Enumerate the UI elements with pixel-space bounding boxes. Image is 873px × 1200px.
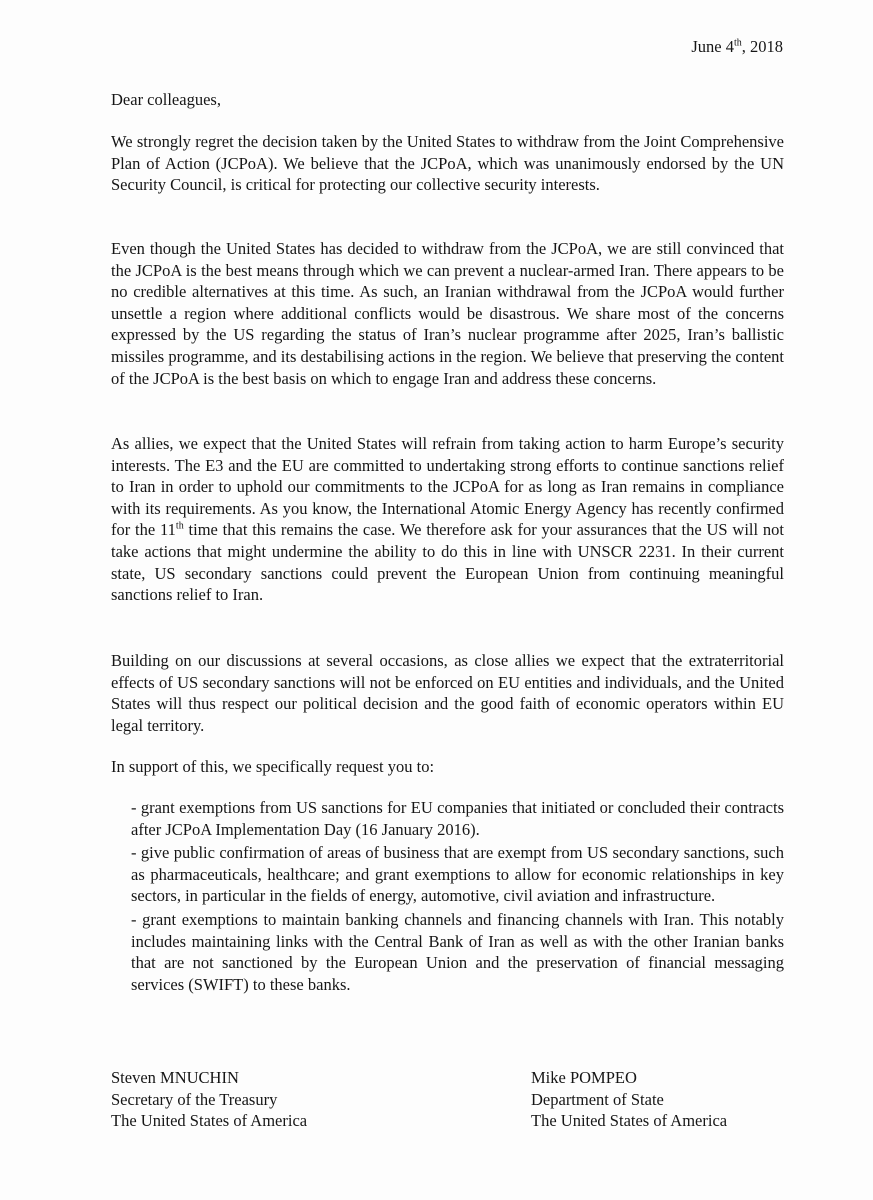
date-year: , 2018 bbox=[741, 37, 783, 56]
signatory-name: Mike POMPEO bbox=[531, 1068, 637, 1087]
paragraph-3-part-a: As allies, we expect that the United States will refrain from taking action to harm Europe’s security interests. The E3 and the EU are committed to undertaking strong efforts to continue sanctions relief to Iran in order to uphold our commitments to the JCPoA for as long as Iran remains in compliance with its requirements. As you know, the International Atomic Energy Agency has recently confirmed for the 11 bbox=[111, 434, 784, 540]
paragraph-3 bbox=[111, 433, 784, 606]
signatory-name: Steven MNUCHIN bbox=[111, 1068, 239, 1087]
request-item: - give public confirmation of areas of business that are exempt from US secondary sanctions, such as pharmaceuticals, healthcare; and grant exemptions to allow for economic relationships in key sectors, in particular in the fields of energy, automotive, civil aviation and infrastructure. bbox=[131, 843, 784, 906]
signatory-country: The United States of America bbox=[531, 1111, 728, 1131]
signature-block-pompeo bbox=[531, 1067, 727, 1132]
request-item: - grant exemptions from US sanctions for EU companies that initiated or concluded their contracts after JCPoA Implementation Day (16 January 2016). bbox=[131, 798, 784, 839]
salutation: Dear colleagues, bbox=[111, 90, 221, 109]
signatory-title: Secretary of the Treasury bbox=[111, 1089, 278, 1109]
letter-date bbox=[691, 36, 783, 58]
request-list bbox=[131, 797, 784, 997]
paragraph-4: Building on our discussions at several occasions, as close allies we expect that the extraterritorial effects of US secondary sanctions will not be enforced on EU entities and individuals, and the United States will thus respect our political decision and the good faith of economic operators within EU legal territory. bbox=[111, 651, 784, 735]
signature-block-mnuchin bbox=[111, 1067, 307, 1132]
paragraph-5: In support of this, we specifically request you to: bbox=[111, 757, 435, 776]
date-suffix: th bbox=[733, 37, 742, 49]
paragraph-3-ordinal-suffix: th bbox=[175, 520, 184, 532]
paragraph-3-part-b: time that this remains the case. We therefore ask for your assurances that the US will not take actions that might undermine the ability to do this in line with UNSCR 2231. In their current state, US secondary sanctions could prevent the European Union from continuing meaningful sanctions relief to Iran. bbox=[111, 520, 784, 605]
signatory-title: Department of State bbox=[531, 1089, 664, 1109]
signatory-country: The United States of America bbox=[111, 1111, 308, 1131]
request-item: - grant exemptions to maintain banking channels and financing channels with Iran. This notably includes maintaining links with the Central Bank of Iran as well as with the other Iranian banks that are not sanctioned by the European Union and the preservation of financial messaging services (SWIFT) to these banks. bbox=[131, 909, 784, 994]
date-day: June 4 bbox=[691, 37, 734, 56]
paragraph-2: Even though the United States has decided to withdraw from the JCPoA, we are still convinced that the JCPoA is the best means through which we can prevent a nuclear-armed Iran. There appears to be no credible alternatives at this time. As such, an Iranian withdrawal from the JCPoA would further unsettle a region where additional conflicts would be disastrous. We share most of the concerns expressed by the US regarding the status of Iran’s nuclear programme after 2025, Iran’s ballistic missiles programme, and its destabilising actions in the region. We believe that preserving the content of the JCPoA is the best basis on which to engage Iran and address these concerns. bbox=[111, 239, 784, 388]
paragraph-1: We strongly regret the decision taken by the United States to withdraw from the Joint Comprehensive Plan of Action (JCPoA). We believe that the JCPoA, which was unanimously endorsed by the UN Security Council, is critical for protecting our collective security interests. bbox=[111, 132, 784, 195]
